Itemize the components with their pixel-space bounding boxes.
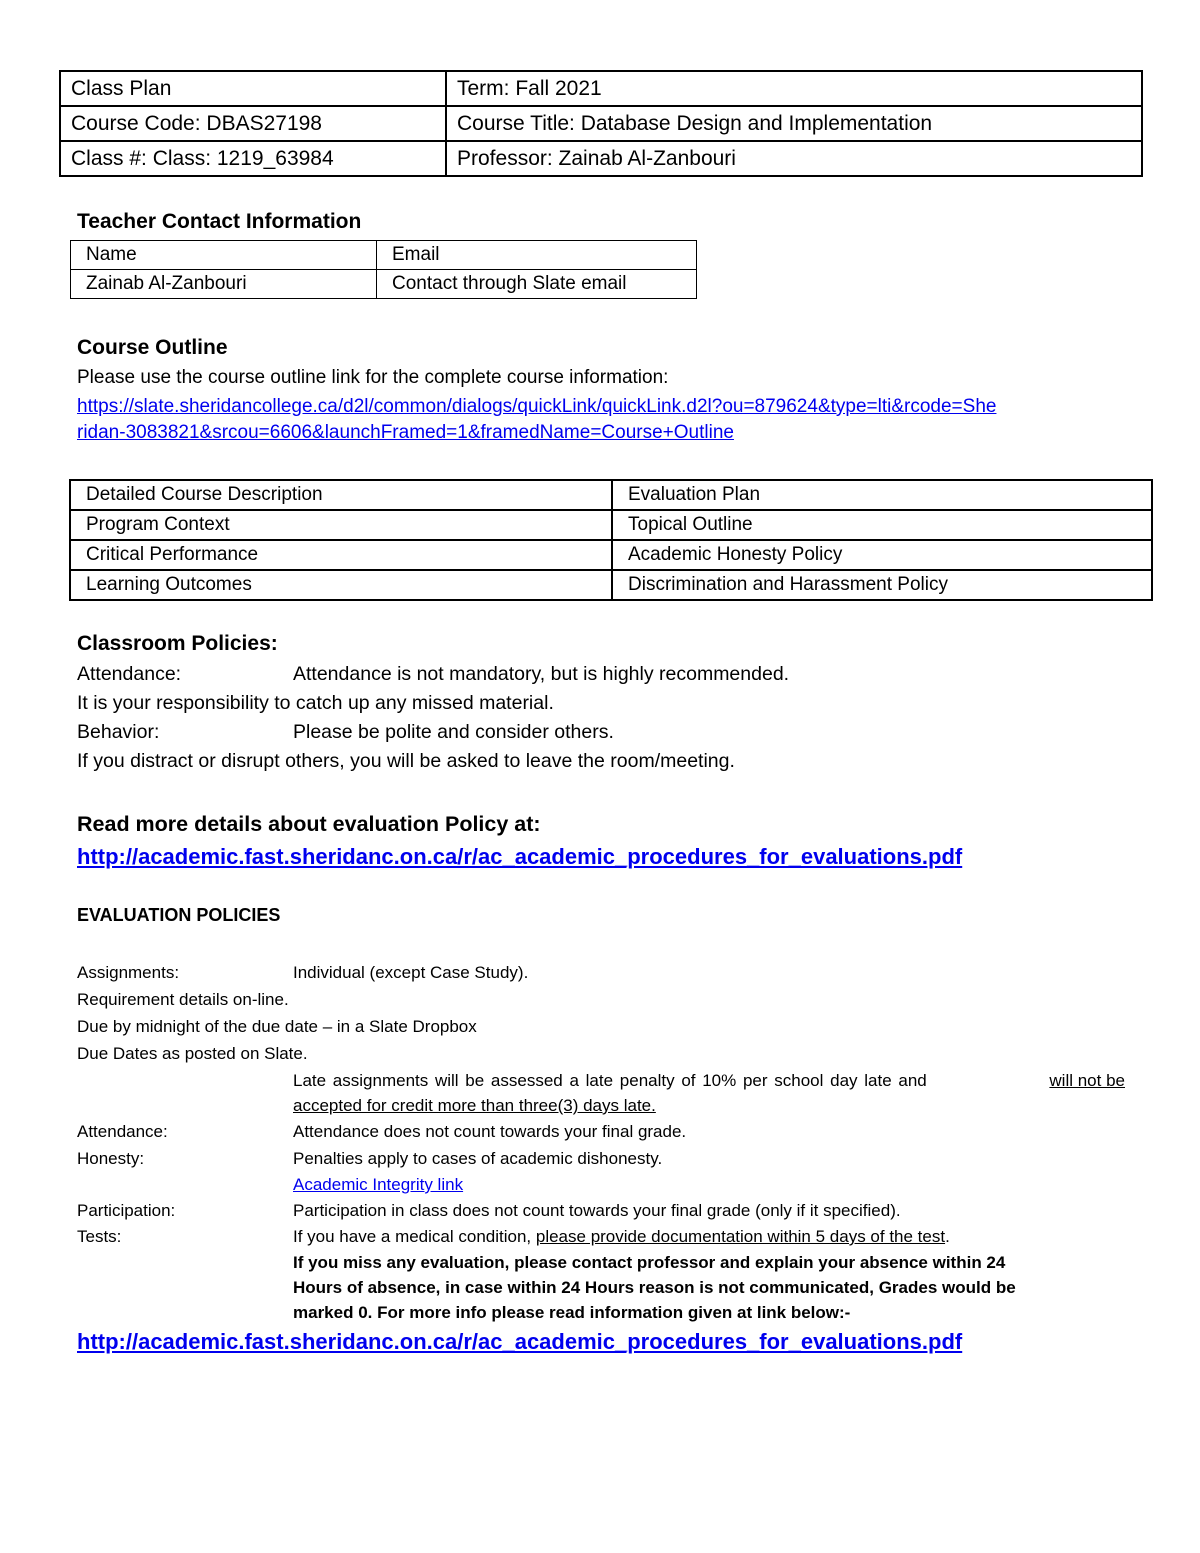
email-header: Email — [377, 241, 697, 270]
read-more-heading: Read more details about evaluation Policy at: — [77, 812, 541, 836]
late-penalty-line1 — [293, 1071, 1125, 1091]
missed-evaluation-line1: If you miss any evaluation, please contact professor and explain your absence within 24 — [293, 1253, 1006, 1272]
evaluation-policies-heading: EVALUATION POLICIES — [77, 905, 281, 925]
teacher-email: Contact through Slate email — [377, 270, 697, 299]
outline-cell: Discrimination and Harassment Policy — [612, 570, 1152, 600]
table-row — [60, 71, 1142, 106]
late-penalty-emphasis: will not be — [1049, 1071, 1125, 1090]
due-dates-line: Due Dates as posted on Slate. — [77, 1044, 308, 1063]
table-row — [70, 540, 1152, 570]
late-penalty-line2: accepted for credit more than three(3) days late. — [293, 1096, 656, 1115]
honesty-text: Penalties apply to cases of academic dishonesty. — [293, 1149, 663, 1168]
outline-cell: Detailed Course Description — [70, 480, 612, 510]
attendance-note: It is your responsibility to catch up any missed material. — [77, 692, 554, 714]
attendance-text: Attendance is not mandatory, but is highly recommended. — [293, 663, 790, 685]
term-cell: Term: Fall 2021 — [446, 71, 1142, 106]
course-title-cell: Course Title: Database Design and Implementation — [446, 106, 1142, 141]
table-row — [71, 270, 697, 299]
honesty-label: Honesty: — [77, 1149, 145, 1168]
table-row — [70, 480, 1152, 510]
behavior-label: Behavior: — [77, 721, 160, 743]
missed-evaluation-line3: marked 0. For more info please read information given at link below:- — [293, 1303, 851, 1322]
assignments-text: Individual (except Case Study). — [293, 963, 529, 982]
professor-cell: Professor: Zainab Al-Zanbouri — [446, 141, 1142, 176]
behavior-note: If you distract or disrupt others, you will be asked to leave the room/meeting. — [77, 750, 735, 772]
eval-attendance-label: Attendance: — [77, 1122, 168, 1141]
class-info-table — [59, 70, 1143, 177]
tests-text-end: . — [945, 1227, 950, 1246]
course-outline-table — [69, 479, 1153, 601]
course-outline-link-line2[interactable]: ridan-3083821&srcou=6606&launchFramed=1&framedName=Course+Outline — [77, 422, 734, 443]
assignments-label: Assignments: — [77, 963, 180, 982]
teacher-name: Zainab Al-Zanbouri — [71, 270, 377, 299]
due-midnight-line: Due by midnight of the due date – in a Slate Dropbox — [77, 1017, 477, 1036]
tests-label: Tests: — [77, 1227, 122, 1246]
course-code-cell: Course Code: DBAS27198 — [60, 106, 446, 141]
outline-cell: Program Context — [70, 510, 612, 540]
course-outline-heading: Course Outline — [77, 336, 228, 359]
outline-cell: Evaluation Plan — [612, 480, 1152, 510]
behavior-text: Please be polite and consider others. — [293, 721, 614, 743]
table-header-row — [71, 241, 697, 270]
evaluation-procedures-link[interactable]: http://academic.fast.sheridanc.on.ca/r/ac_academic_procedures_for_evaluations.pdf — [77, 1329, 963, 1354]
contact-heading: Teacher Contact Information — [77, 210, 362, 233]
table-row — [70, 510, 1152, 540]
outline-cell: Learning Outcomes — [70, 570, 612, 600]
requirement-line: Requirement details on-line. — [77, 990, 289, 1009]
participation-text: Participation in class does not count towards your final grade (only if it specified). — [293, 1201, 901, 1220]
table-row — [60, 141, 1142, 176]
class-number-cell: Class #: Class: 1219_63984 — [60, 141, 446, 176]
tests-text — [293, 1227, 950, 1247]
eval-attendance-text: Attendance does not count towards your final grade. — [293, 1122, 687, 1141]
contact-table — [70, 240, 697, 299]
course-outline-link-line1[interactable]: https://slate.sheridancollege.ca/d2l/common/dialogs/quickLink/quickLink.d2l?ou=879624&type=lti&rcode=She — [77, 396, 997, 417]
attendance-label: Attendance: — [77, 663, 182, 685]
missed-evaluation-line2: Hours of absence, in case within 24 Hours reason is not communicated, Grades would be — [293, 1278, 1016, 1297]
table-row — [70, 570, 1152, 600]
classroom-policies-heading: Classroom Policies: — [77, 632, 278, 655]
evaluation-policy-link[interactable]: http://academic.fast.sheridanc.on.ca/r/ac_academic_procedures_for_evaluations.pdf — [77, 844, 963, 869]
tests-text-emphasis: please provide documentation within 5 days of the test — [535, 1227, 946, 1246]
name-header: Name — [71, 241, 377, 270]
outline-cell: Critical Performance — [70, 540, 612, 570]
outline-cell: Academic Honesty Policy — [612, 540, 1152, 570]
late-penalty-text: Late assignments will be assessed a late penalty of 10% per school day late and — [293, 1071, 927, 1090]
outline-cell: Topical Outline — [612, 510, 1152, 540]
tests-text-start: If you have a medical condition, — [293, 1227, 536, 1246]
academic-integrity-link[interactable]: Academic Integrity link — [293, 1175, 464, 1194]
table-row — [60, 106, 1142, 141]
course-outline-intro: Please use the course outline link for the complete course information: — [77, 367, 669, 388]
participation-label: Participation: — [77, 1201, 176, 1220]
class-plan-cell: Class Plan — [60, 71, 446, 106]
